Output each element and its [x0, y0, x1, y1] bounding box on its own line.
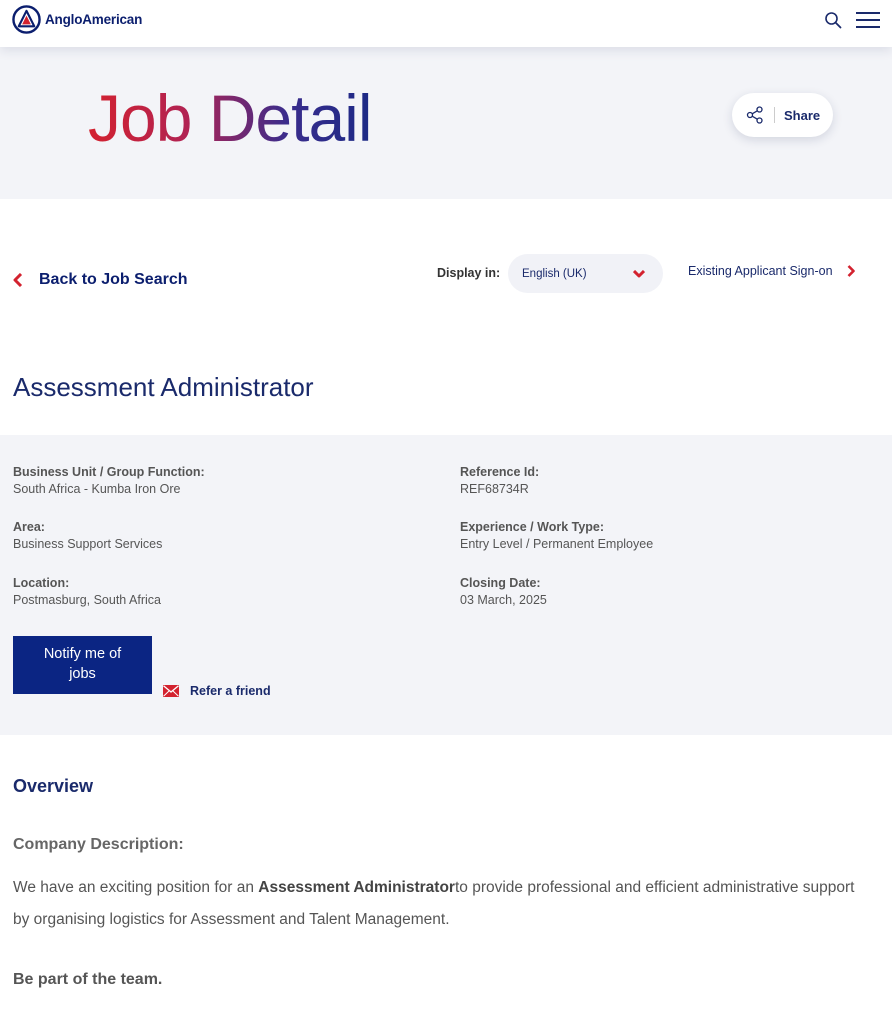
share-label: Share: [784, 107, 821, 123]
reference-id-value: REF68734R: [460, 482, 529, 496]
location-value: Postmasburg, South Africa: [13, 593, 161, 607]
back-to-job-search-link[interactable]: [13, 271, 188, 289]
company-description-heading: Company Description:: [13, 836, 184, 853]
business-unit-field: [13, 465, 205, 496]
language-selected-value: English (UK): [522, 267, 587, 280]
page-title: Job Detail: [88, 81, 372, 155]
experience-label: Experience / Work Type:: [460, 520, 605, 534]
existing-applicant-signon-link[interactable]: [688, 264, 855, 278]
refer-a-friend-label: Refer a friend: [190, 684, 271, 698]
area-value: Business Support Services: [13, 537, 163, 551]
description-suffix: to provide professional and efficient administrative support by organising logistics for Assessment and Talent Management.: [13, 879, 855, 928]
chevron-down-icon: [633, 270, 645, 278]
brand-name: AngloAmerican: [45, 12, 143, 27]
envelope-icon: [163, 685, 179, 697]
job-title: Assessment Administrator: [13, 372, 314, 402]
location-label: Location:: [13, 576, 70, 590]
overview-heading: Overview: [13, 776, 94, 796]
location-field: [13, 576, 161, 607]
chevron-right-icon: [847, 265, 855, 277]
language-select[interactable]: [508, 254, 663, 293]
description-bold-title: Assessment Administrator: [258, 879, 455, 896]
share-divider: [774, 107, 775, 123]
closing-date-value: 03 March, 2025: [460, 593, 547, 607]
share-button[interactable]: [732, 93, 833, 137]
anglo-american-logo-icon: [12, 5, 41, 34]
share-icon: [746, 106, 764, 124]
display-in-label: Display in:: [437, 266, 501, 280]
experience-field: [460, 520, 653, 551]
hero-banner: [0, 47, 892, 199]
area-label: Area:: [13, 520, 45, 534]
reference-id-field: [460, 465, 539, 496]
back-link-label: Back to Job Search: [39, 271, 188, 288]
description-prefix: We have an exciting position for an: [13, 879, 259, 896]
business-unit-label: Business Unit / Group Function:: [13, 465, 205, 479]
be-part-of-team-heading: Be part of the team.: [13, 971, 163, 988]
closing-date-field: [460, 576, 547, 607]
hamburger-menu-icon[interactable]: [856, 12, 880, 28]
job-description-paragraph: [13, 872, 873, 936]
business-unit-value: South Africa - Kumba Iron Ore: [13, 482, 181, 496]
refer-a-friend-link[interactable]: [163, 684, 271, 698]
chevron-left-icon: [13, 273, 23, 287]
brand-logo[interactable]: [12, 5, 142, 34]
job-details-panel: [0, 435, 892, 735]
signon-label: Existing Applicant Sign-on: [688, 264, 833, 278]
search-icon[interactable]: [824, 11, 842, 29]
reference-id-label: Reference Id:: [460, 465, 540, 479]
experience-value: Entry Level / Permanent Employee: [460, 537, 654, 551]
notify-me-of-jobs-button[interactable]: Notify me of jobs: [13, 636, 152, 694]
top-header: [0, 0, 892, 47]
area-field: [13, 520, 162, 551]
closing-date-label: Closing Date:: [460, 576, 541, 590]
